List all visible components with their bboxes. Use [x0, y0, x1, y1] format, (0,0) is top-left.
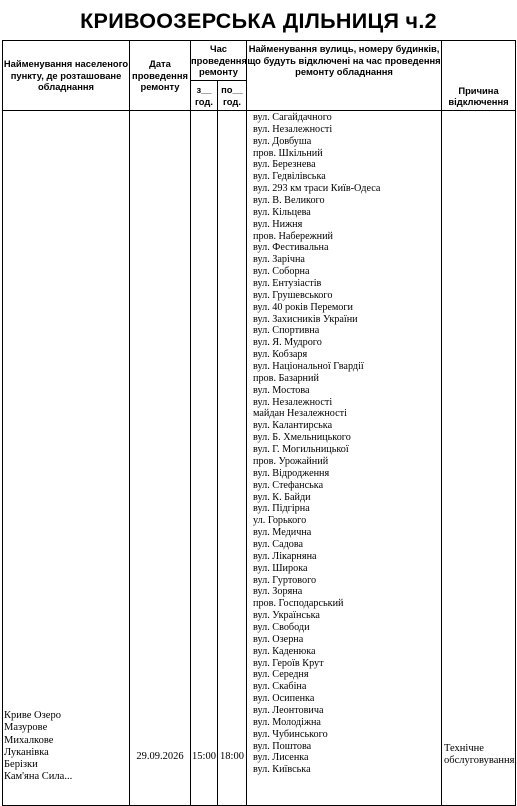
streets-cell [247, 111, 442, 806]
street-item: вул. Лисенка [253, 752, 309, 764]
settlement-item: Луканівка [4, 746, 49, 758]
street-item: пров. Базарний [253, 372, 319, 384]
settlement-item: Мазурове [4, 722, 48, 734]
street-item: вул. 40 років Перемоги [253, 301, 354, 313]
street-item: майдан Незалежності [253, 408, 347, 420]
time-to-value: 18:00 [220, 751, 244, 762]
street-item: вул. Свободи [253, 621, 310, 633]
header-settlement: Найменування населеного пункту, де розташоване обладнання [3, 41, 130, 111]
header-date: Дата проведення ремонту [130, 41, 191, 111]
street-item: вул. Медична [253, 527, 312, 539]
street-item: вул. Гуртового [253, 574, 317, 586]
street-item: вул. Кобзаря [253, 349, 308, 361]
street-item: вул. Каденюка [253, 645, 316, 657]
street-item: вул. Довбуша [253, 135, 312, 147]
street-item: вул. Середня [253, 669, 309, 681]
street-item: пров. Урожайний [253, 455, 329, 467]
reason-cell [442, 111, 516, 806]
street-item: вул. Нижня [253, 218, 303, 230]
settlement-item: Михалкове [4, 734, 54, 746]
street-item: вул. Зарічна [253, 254, 305, 266]
street-item: пров. Господарський [253, 598, 344, 610]
street-item: вул. Грушевського [253, 289, 333, 301]
street-item: вул. Незалежності [253, 396, 333, 408]
settlement-item: Криве Озеро [4, 710, 61, 721]
header-streets: Найменування вулиць, номеру будинків, що будуть відключені на час проведення ремонту обладнання [247, 41, 442, 111]
street-item: вул. Національної Гвардії [253, 361, 364, 373]
street-item: вул. Кільцева [253, 206, 311, 218]
header-reason: Причина відключення [442, 41, 516, 111]
page-title: КРИВООЗЕРСЬКА ДІЛЬНИЦЯ ч.2 [80, 9, 437, 33]
street-item: вул. Широка [253, 562, 308, 574]
time-from-value: 15:00 [192, 751, 216, 762]
street-item: вул. Зоряна [253, 586, 303, 598]
street-item: вул. Садова [253, 538, 304, 550]
street-item: вул. Чубинського [253, 728, 328, 740]
street-item: вул. В. Великого [253, 195, 325, 207]
time-to-cell [218, 111, 247, 806]
street-item: вул. Спортивна [253, 325, 320, 337]
streets-list [253, 112, 380, 776]
street-item: вул. Ентузіастів [253, 278, 322, 290]
reason-line: обслуговування [444, 755, 515, 767]
settlement-item: Кам'яна Сила... [4, 771, 73, 783]
header-time: Час проведення ремонту [191, 41, 247, 81]
street-item: пров. Набережний [253, 230, 334, 242]
street-item: вул. Мостова [253, 384, 310, 396]
street-item: вул. Г. Могильницької [253, 444, 349, 456]
street-item: вул. 293 км траси Київ-Одеса [253, 183, 381, 195]
repair-date: 29.09.2026 [136, 751, 184, 762]
street-item: ул. Горького [253, 515, 307, 527]
street-item: вул. Лікарняна [253, 550, 317, 562]
street-item: вул. Захисників України [253, 313, 358, 325]
settlement-item: Берізки [4, 759, 38, 771]
reason-line: Технічне [444, 743, 484, 754]
street-item: вул. Фестивальна [253, 242, 329, 254]
street-item: вул. Стефанська [253, 479, 324, 491]
street-item: вул. Поштова [253, 740, 312, 752]
street-item: вул. Березнева [253, 159, 316, 171]
street-item: вул. К. Байди [253, 491, 311, 503]
outage-table [2, 40, 516, 806]
street-item: вул. Підгірна [253, 503, 310, 515]
street-item: вул. Сагайдачного [253, 112, 332, 123]
street-item: вул. Озерна [253, 633, 304, 645]
street-item: вул. Калантирська [253, 420, 333, 432]
street-item: вул. Я. Мудрого [253, 337, 322, 349]
street-item: вул. Б. Хмельницького [253, 432, 351, 444]
reason-text [444, 743, 514, 768]
street-item: пров. Шкільний [253, 147, 323, 159]
street-item: вул. Незалежності [253, 123, 333, 135]
settlements-list [4, 710, 72, 784]
street-item: вул. Українська [253, 610, 320, 622]
street-item: вул. Молодіжна [253, 716, 321, 728]
settlements-cell [3, 111, 130, 806]
street-item: вул. Київська [253, 764, 311, 776]
street-item: вул. Осипенка [253, 693, 315, 705]
header-time-from: з__ год. [191, 81, 218, 111]
street-item: вул. Відродження [253, 467, 330, 479]
date-cell [130, 111, 191, 806]
street-item: вул. Соборна [253, 266, 310, 278]
street-item: вул. Гедвілівська [253, 171, 326, 183]
street-item: вул. Героїв Крут [253, 657, 324, 669]
street-item: вул. Леонтовича [253, 704, 324, 716]
header-time-to: по__ год. [218, 81, 247, 111]
time-from-cell [191, 111, 218, 806]
street-item: вул. Скабіна [253, 681, 307, 693]
